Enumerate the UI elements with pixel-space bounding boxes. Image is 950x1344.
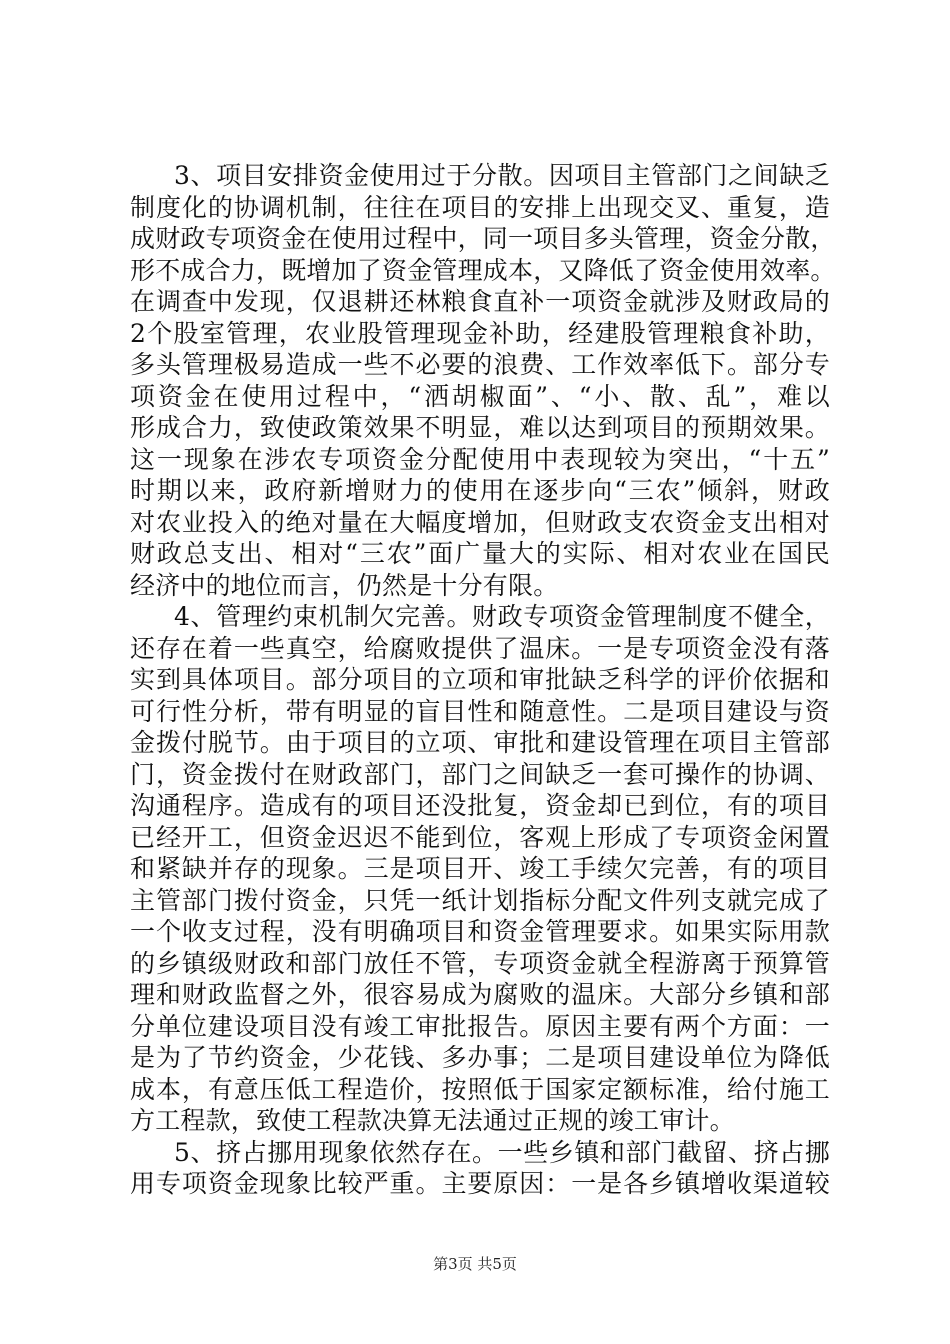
text-line: 4、管理约束机制欠完善。财政专项资金管理制度不健全， (174, 602, 830, 631)
text-line: 多头管理极易造成一些不必要的浪费、工作效率低下。部分专 (130, 350, 830, 379)
text-line: 的乡镇级财政和部门放任不管，专项资金就全程游离于预算管 (130, 948, 830, 978)
text-line: 项资金在使用过程中，“洒胡椒面”、“小、散、乱”，难以 (130, 381, 830, 411)
text-line: 经济中的地位而言，仍然是十分有限。 (130, 570, 559, 600)
text-line: 金拨付脱节。由于项目的立项、审批和建设管理在项目主管部 (130, 728, 830, 757)
text-line: 形不成合力，既增加了资金管理成本，又降低了资金使用效率。 (130, 255, 836, 285)
document-body (130, 160, 836, 1200)
text-line: 沟通程序。造成有的项目还没批复，资金却已到位，有的项目 (130, 791, 830, 820)
text-line: 用专项资金现象比较严重。主要原因：一是各乡镇增收渠道较 (130, 1169, 830, 1198)
text-line: 财政总支出、相对“三农”面广量大的实际、相对农业在国民 (130, 539, 830, 568)
text-line: 形成合力，致使政策效果不明显，难以达到项目的预期效果。 (130, 413, 830, 442)
text-line: 主管部门拨付资金，只凭一纸计划指标分配文件列支就完成了 (130, 885, 830, 915)
text-line: 可行性分析，带有明显的盲目性和随意性。二是项目建设与资 (130, 696, 830, 726)
text-line: 实到具体项目。部分项目的立项和审批缺乏科学的评价依据和 (130, 665, 830, 694)
text-line: 已经开工，但资金迟迟不能到位，客观上形成了专项资金闲置 (130, 822, 830, 852)
text-line: 门，资金拨付在财政部门，部门之间缺乏一套可操作的协调、 (130, 759, 830, 789)
text-line: 这一现象在涉农专项资金分配使用中表现较为突出，“十五” (130, 444, 830, 474)
text-line: 理和财政监督之外，很容易成为腐败的温床。大部分乡镇和部 (130, 980, 830, 1009)
text-line: 5、挤占挪用现象依然存在。一些乡镇和部门截留、挤占挪 (174, 1137, 830, 1167)
text-line: 对农业投入的绝对量在大幅度增加，但财政支农资金支出相对 (130, 507, 830, 537)
text-line: 制度化的协调机制，往往在项目的安排上出现交叉、重复，造 (130, 192, 830, 222)
text-line: 时期以来，政府新增财力的使用在逐步向“三农”倾斜，财政 (130, 476, 830, 505)
text-line: 方工程款，致使工程款决算无法通过正规的竣工审计。 (130, 1106, 735, 1135)
text-line: 分单位建设项目没有竣工审批报告。原因主要有两个方面：一 (130, 1011, 830, 1041)
page-footer: 第3页 共5页 (433, 1255, 517, 1273)
text-line: 3、项目安排资金使用过于分散。因项目主管部门之间缺乏 (174, 161, 830, 190)
text-line: 还存在着一些真空，给腐败提供了温床。一是专项资金没有落 (130, 633, 830, 663)
text-line: 和紧缺并存的现象。三是项目开、竣工手续欠完善，有的项目 (130, 854, 830, 883)
text-line: 一个收支过程，没有明确项目和资金管理要求。如果实际用款 (130, 917, 830, 946)
text-line: 成本，有意压低工程造价，按照低于国家定额标准，给付施工 (130, 1074, 830, 1104)
text-line: 2个股室管理，农业股管理现金补助，经建股管理粮食补助， (130, 318, 830, 348)
text-line: 在调查中发现，仅退耕还林粮食直补一项资金就涉及财政局的 (130, 287, 830, 316)
text-line: 成财政专项资金在使用过程中，同一项目多头管理，资金分散， (130, 224, 836, 253)
text-line: 是为了节约资金，少花钱、多办事；二是项目建设单位为降低 (130, 1043, 830, 1072)
